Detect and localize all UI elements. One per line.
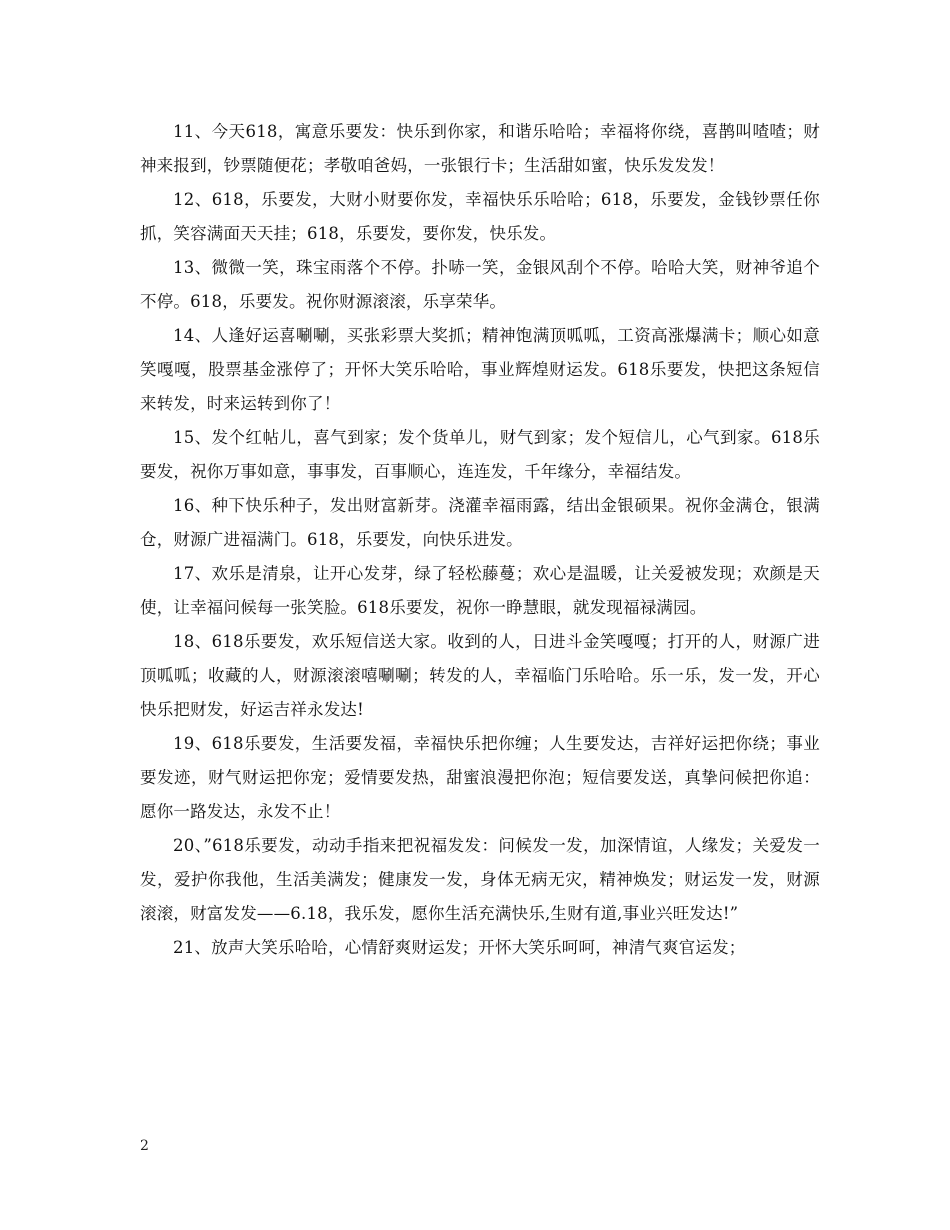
paragraph-18: 18、618乐要发，欢乐短信送大家。收到的人，日进斗金笑嘎嘎；打开的人，财源广进顶呱呱；收藏的人，财源滚滚嘻唰唰；转发的人，幸福临门乐哈哈。乐一乐，发一发，开心快乐把财发，好运吉祥永发达! bbox=[140, 632, 820, 719]
paragraph-17: 17、欢乐是清泉，让开心发芽，绿了轻松藤蔓；欢心是温暖，让关爱被发现；欢颜是天使，让幸福问候每一张笑脸。618乐要发，祝你一睁慧眼，就发现福禄满园。 bbox=[140, 564, 820, 617]
paragraph-13: 13、微微一笑，珠宝雨落个不停。扑哧一笑，金银风刮个不停。哈哈大笑，财神爷追个不停。618，乐要发。祝你财源滚滚，乐享荣华。 bbox=[140, 258, 820, 311]
paragraph-21: 21、放声大笑乐哈哈，心情舒爽财运发；开怀大笑乐呵呵，神清气爽官运发； bbox=[173, 938, 746, 957]
paragraph-19: 19、618乐要发，生活要发福，幸福快乐把你缠；人生要发达，吉祥好运把你绕；事业要发迹，财气财运把你宠；爱情要发热，甜蜜浪漫把你泡；短信要发送，真挚问候把你追：愿你一路发达，永发不止！ bbox=[140, 734, 820, 821]
page-number: 2 bbox=[140, 1138, 149, 1154]
paragraph-11: 11、今天618，寓意乐要发：快乐到你家，和谐乐哈哈；幸福将你绕，喜鹊叫喳喳；财神来报到，钞票随便花；孝敬咱爸妈，一张银行卡；生活甜如蜜，快乐发发发！ bbox=[140, 122, 820, 175]
paragraph-16: 16、种下快乐种子，发出财富新芽。浇灌幸福雨露，结出金银硕果。祝你金满仓，银满仓，财源广进福满门。618，乐要发，向快乐进发。 bbox=[140, 496, 820, 549]
paragraph-15: 15、发个红帖儿，喜气到家；发个货单儿，财气到家；发个短信儿，心气到家。618乐要发，祝你万事如意，事事发，百事顺心，连连发，千年缘分，幸福结发。 bbox=[140, 428, 820, 481]
paragraph-14: 14、人逢好运喜唰唰，买张彩票大奖抓；精神饱满顶呱呱，工资高涨爆满卡；顺心如意笑嘎嘎，股票基金涨停了；开怀大笑乐哈哈，事业辉煌财运发。618乐要发，快把这条短信来转发，时来运转到你了！ bbox=[140, 326, 820, 413]
paragraph-20: 20、”618乐要发，动动手指来把祝福发发：问候发一发，加深情谊，人缘发；关爱发一发，爱护你我他，生活美满发；健康发一发，身体无病无灾，精神焕发；财运发一发，财源滚滚，财富发发——6.18，我乐发，愿你生活充满快乐,生财有道,事业兴旺发达!” bbox=[140, 836, 820, 923]
paragraph-12: 12、618，乐要发，大财小财要你发，幸福快乐乐哈哈；618，乐要发，金钱钞票任你抓，笑容满面天天挂；618，乐要发，要你发，快乐发。 bbox=[140, 190, 820, 243]
document-body bbox=[140, 115, 820, 965]
